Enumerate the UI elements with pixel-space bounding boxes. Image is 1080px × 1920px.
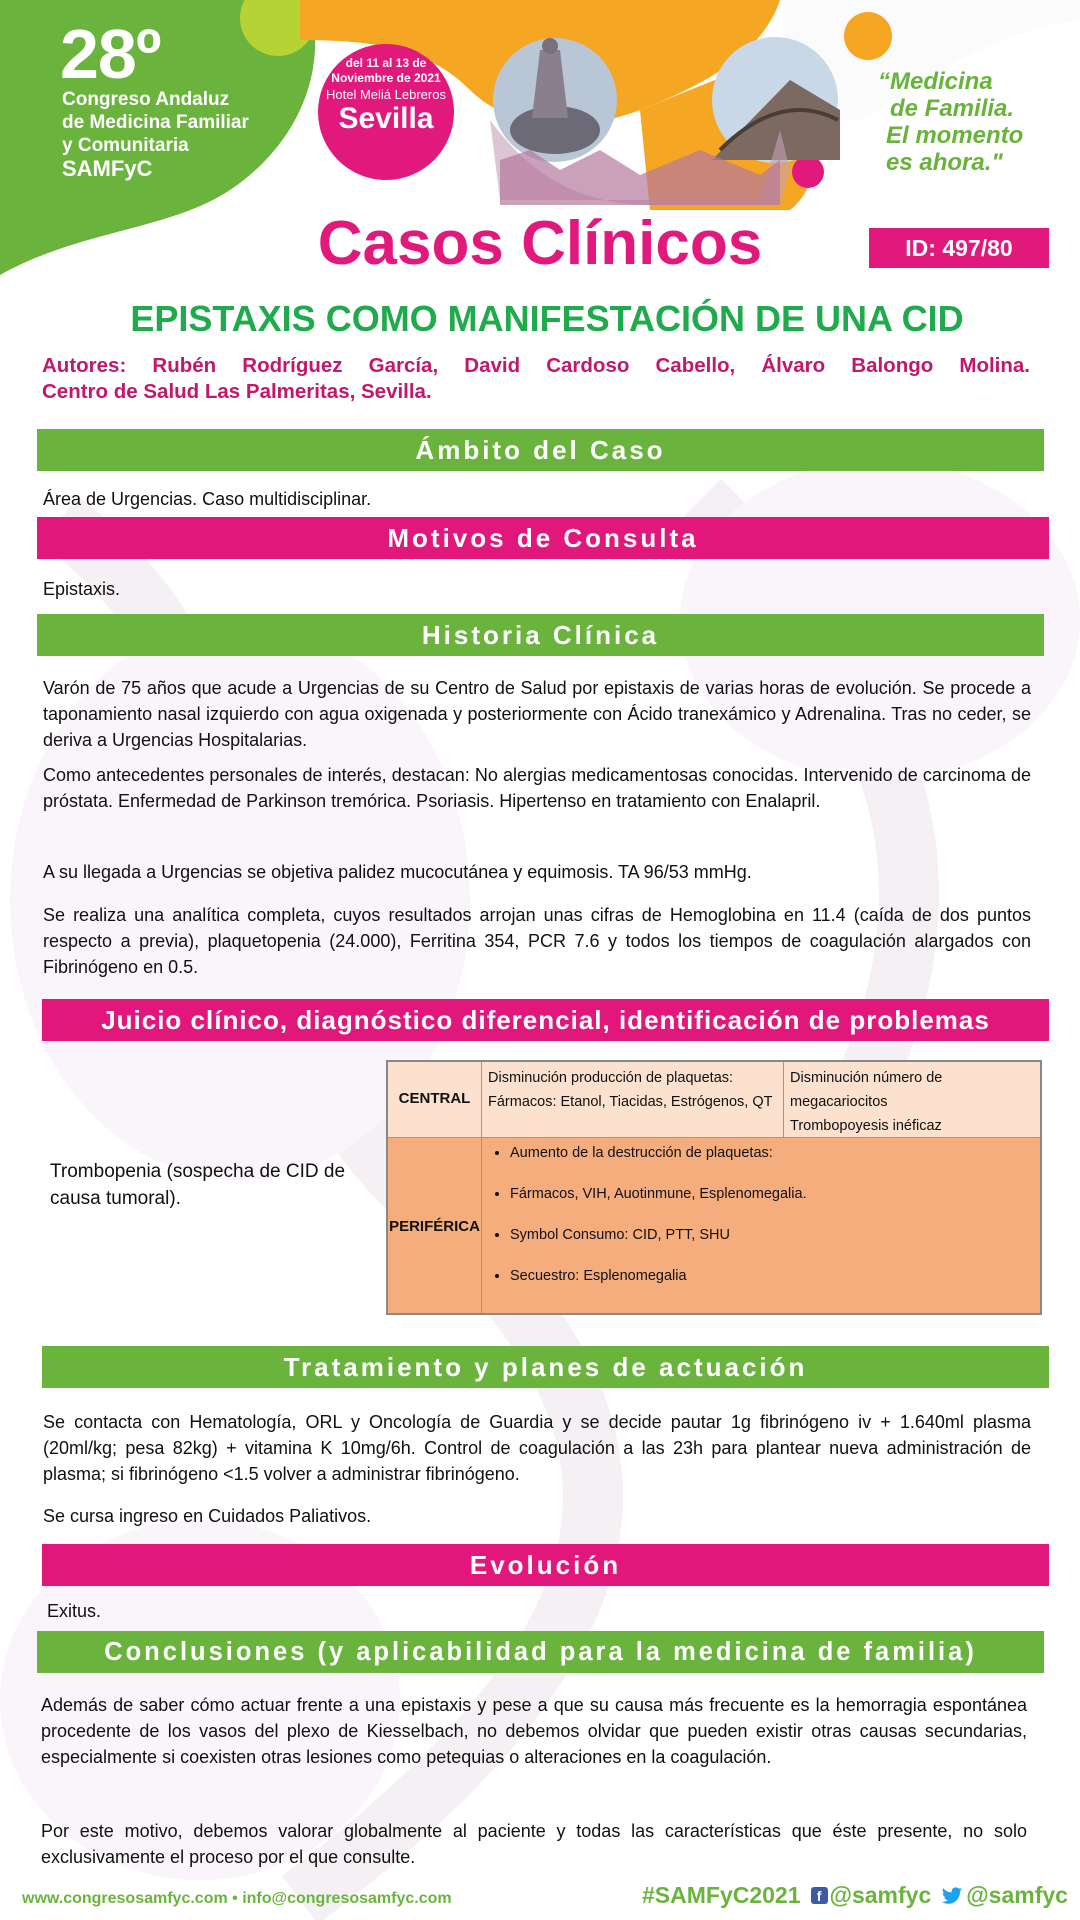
congress-name xyxy=(62,88,292,180)
conclusiones-paragraph-1: Además de saber cómo actuar frente a una epistaxis y pese a que su causa más frecuente es la hemorragia espontánea procedente de los vasos del plexo de Kiesselbach, no debemos olvidar que pueden existir otras causas secundarias, especialmente si coexisten otras lesiones como petequias o alteraciones en la coagulación. xyxy=(41,1695,1027,1767)
table-divider xyxy=(481,1062,482,1313)
tratamiento-paragraph-1: Se contacta con Hematología, ORL y Oncología de Guardia y se decide pautar 1g fibrinógeno iv + 1.640ml plasma (20ml/kg; pesa 82kg) + vitamina K 10mg/6h. Control de coagulación a las 23h para plantear nueva administración de plasma; si fibrinógeno <1.5 volver a administrar fibrinógeno. xyxy=(43,1412,1031,1484)
section-header-ambito: Ámbito del Caso xyxy=(37,429,1044,471)
periferica-item: • Fármacos, VIH, Auotinmune, Esplenomegalia. xyxy=(510,1183,1028,1224)
historia-paragraph-2: Como antecedentes personales de interés, destacan: No alergias medicamentosas conocidas. Intervenido de carcinoma de próstata. Enfermedad de Parkinson tremórica. Psoriasis. Hipertenso en tratamiento con Enalapril. xyxy=(43,765,1031,811)
motivos-text: Epistaxis. xyxy=(43,579,121,599)
quote-line-4: es ahora." xyxy=(886,149,1003,176)
authors: Autores: Rubén Rodríguez García, David Cardoso Cabello, Álvaro Balongo Molina. xyxy=(42,354,1030,377)
congress-line-1: Congreso Andaluz xyxy=(62,89,230,110)
periferica-item: • Aumento de la destrucción de plaquetas: xyxy=(510,1142,1028,1183)
quote-line-3: El momento xyxy=(886,122,1024,149)
central-cell-2-line-2: Trombopoyesis inéficaz xyxy=(790,1118,942,1134)
conclusiones-paragraph-2: Por este motivo, debemos valorar globalmente al paciente y todas las características que éste presente, no solo exclusivamente el proceso por el que consulte. xyxy=(41,1821,1027,1867)
periferica-list xyxy=(488,1142,1028,1306)
case-title: EPISTAXIS COMO MANIFESTACIÓN DE UNA CID xyxy=(130,298,964,339)
congress-line-3: y Comunitaria xyxy=(62,135,189,156)
congress-line-4: SAMFyC xyxy=(62,156,153,181)
hashtag: #SAMFyC2021 xyxy=(642,1882,801,1908)
section-header-historia: Historia Clínica xyxy=(37,614,1044,656)
juicio-text: Trombopenia (sospecha de CID de causa tumoral). xyxy=(50,1161,346,1209)
table-divider xyxy=(783,1062,784,1137)
tratamiento-paragraph-2: Se cursa ingreso en Cuidados Paliativos. xyxy=(43,1506,372,1526)
section-header-juicio: Juicio clínico, diagnóstico diferencial, identificación de problemas xyxy=(42,999,1049,1041)
historia-paragraph-3: A su llegada a Urgencias se objetiva palidez mucocutánea y equimosis. TA 96/53 mmHg. xyxy=(43,862,752,882)
badge-venue: Hotel Meliá Lebreros xyxy=(326,87,446,102)
badge-dates-2: Noviembre de 2021 xyxy=(331,71,441,85)
quote-line-2: de Familia. xyxy=(890,95,1015,122)
footer-links[interactable]: www.congresosamfyc.com • info@congresosamfyc.com xyxy=(22,1890,452,1907)
badge-city: Sevilla xyxy=(338,102,434,135)
historia-paragraph-4: Se realiza una analítica completa, cuyos resultados arrojan unas cifras de Hemoglobina en 11.4 (caída de dos puntos respecto a previa), plaquetopenia (24.000), Ferritina 354, PCR 7.6 y todos los tiempos de coagulación alargados con Fibrinógeno en 0.5. xyxy=(43,905,1031,977)
case-id-badge: ID: 497/80 xyxy=(869,228,1049,268)
central-label: CENTRAL xyxy=(398,1090,471,1107)
facebook-icon: f xyxy=(811,1887,828,1904)
twitter-icon xyxy=(941,1887,963,1905)
ambito-text: Área de Urgencias. Caso multidisciplinar. xyxy=(43,489,372,509)
health-center: Centro de Salud Las Palmeritas, Sevilla. xyxy=(42,380,432,403)
periferica-item: • Symbol Consumo: CID, PTT, SHU xyxy=(510,1224,1028,1265)
section-header-conclusiones: Conclusiones (y aplicabilidad para la medicina de familia) xyxy=(37,1631,1044,1673)
table-row-central xyxy=(388,1062,1040,1138)
periferica-item: • Secuestro: Esplenomegalia xyxy=(510,1265,1028,1306)
section-header-tratamiento: Tratamiento y planes de actuación xyxy=(42,1346,1049,1388)
differential-table xyxy=(386,1060,1042,1315)
page-title: Casos Clínicos xyxy=(317,209,763,278)
facebook-handle[interactable]: @samfyc xyxy=(829,1882,932,1908)
evolucion-text: Exitus. xyxy=(47,1601,102,1621)
quote-line-1: “Medicina xyxy=(878,68,993,95)
footer-social xyxy=(642,1882,1068,1909)
table-row-periferica xyxy=(388,1138,1040,1313)
central-cell-1 xyxy=(488,1066,778,1114)
slogan-quote xyxy=(878,68,1068,176)
sevilla-photo-1 xyxy=(493,38,617,162)
event-badge xyxy=(318,44,454,180)
edition-number: 28º xyxy=(60,15,161,93)
historia-paragraph-1: Varón de 75 años que acude a Urgencias de su Centro de Salud por epistaxis de varias horas de evolución. Se procede a taponamiento nasal izquierdo con agua oxigenada y posteriormente con Ácido tranexámico y Adrenalina. Tras no ceder, se deriva a Urgencias Hospitalarias. xyxy=(43,678,1031,750)
section-header-evolucion: Evolución xyxy=(42,1544,1049,1586)
central-cell-2 xyxy=(790,1066,1040,1138)
section-header-motivos: Motivos de Consulta xyxy=(37,517,1049,559)
central-cell-1-line-2: Fármacos: Etanol, Tiacidas, Estrógenos, QT xyxy=(488,1094,773,1110)
badge-dates-1: del 11 al 13 de xyxy=(345,56,427,70)
central-cell-2-line-1: Disminución número de megacariocitos xyxy=(790,1070,943,1110)
central-cell-1-line-1: Disminución producción de plaquetas: xyxy=(488,1070,734,1086)
twitter-handle[interactable]: @samfyc xyxy=(966,1882,1068,1908)
periferica-cell xyxy=(488,1142,1028,1306)
congress-line-2: de Medicina Familiar xyxy=(62,112,249,133)
periferica-label: PERIFÉRICA xyxy=(389,1218,480,1235)
